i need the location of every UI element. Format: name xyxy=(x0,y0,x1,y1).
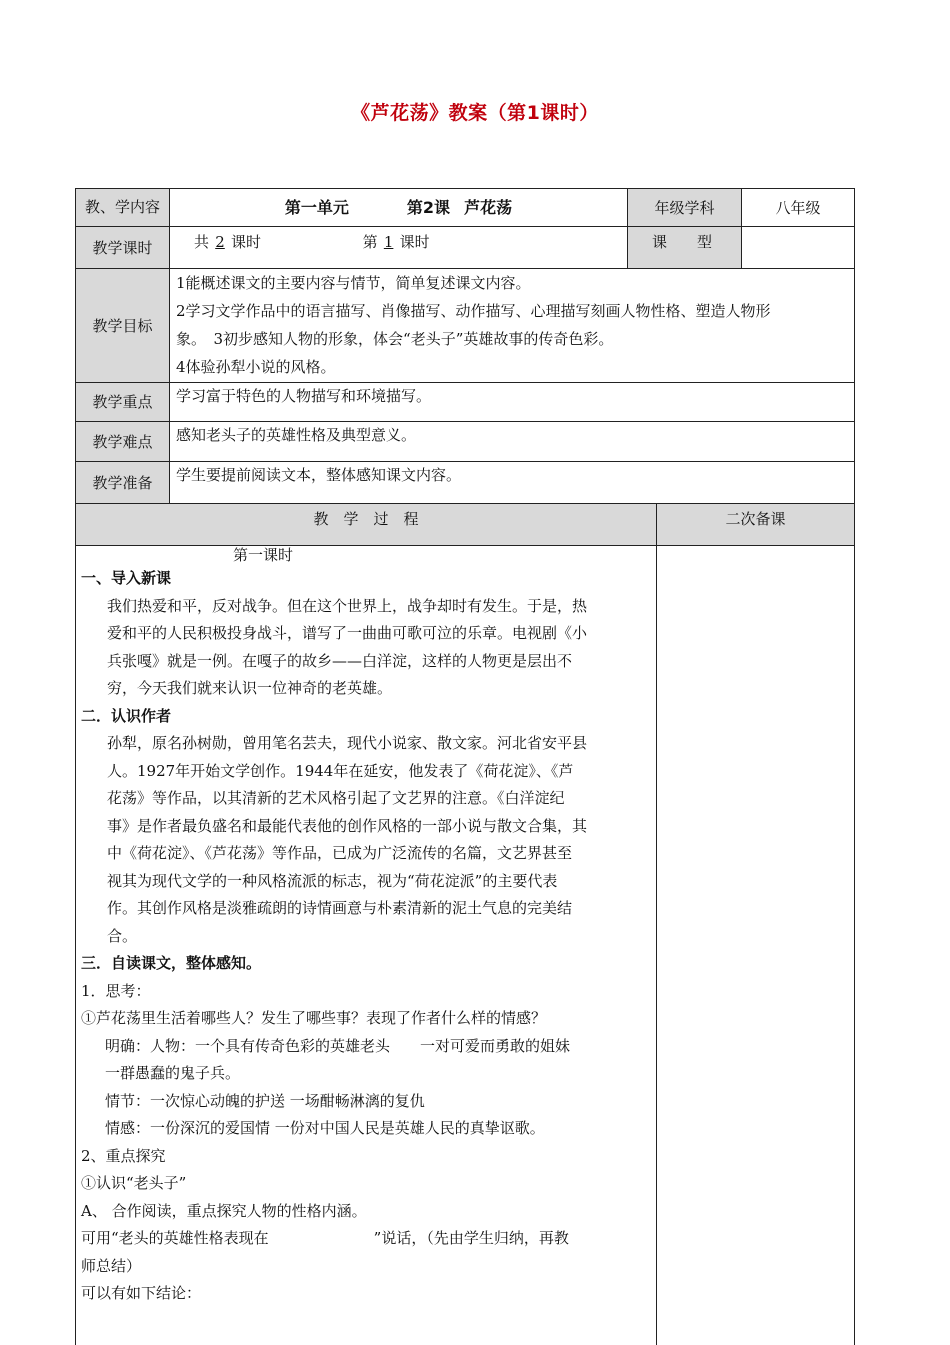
document-title: 《芦花荡》教案（第1课时） xyxy=(351,102,599,124)
section-2-line: 作。其创作风格是淡雅疏朗的诗情画意与朴素清新的泥土气息的完美结 xyxy=(107,899,573,917)
section-2-line: 中《荷花淀》、《芦花荡》等作品，已成为广泛流传的名篇，文艺界甚至 xyxy=(107,844,573,862)
answer-plot: 情节：一次惊心动魄的护送 一场酣畅淋漓的复仇 xyxy=(105,1091,425,1110)
goal-line-4: 4体验孙犁小说的风格。 xyxy=(176,358,336,376)
type-label: 课 型 xyxy=(627,226,742,269)
header-row xyxy=(75,188,855,227)
section-1-line: 兵张嘎》就是一例。在嘎子的故乡——白洋淀，这样的人物更是层出不 xyxy=(107,651,573,670)
answer-people: 明确：人物：一个具有传奇色彩的英雄老头 一对可爱而勇敢的姐妹 xyxy=(105,1036,571,1055)
goal-line-1: 1能概述课文的主要内容与情节，简单复述课文内容。 xyxy=(176,274,531,292)
section-2-line: 合。 xyxy=(107,926,138,945)
goal-line-2: 2学习文学作品中的语言描写、肖像描写、动作描写、心理描写刻画人物性格、塑造人物形 xyxy=(176,302,771,320)
goals-label: 教学目标 xyxy=(75,268,170,383)
type-value xyxy=(741,226,855,269)
preparation-label: 教学准备 xyxy=(75,461,170,504)
question-1: ①芦花荡里生活着哪些人？发生了哪些事？表现了作者什么样的情感？ xyxy=(81,1009,547,1027)
focus-item-b-cont: 师总结） xyxy=(81,1256,142,1275)
goals-row xyxy=(75,268,855,383)
goal-line-3: 象。 3初步感知人物的形象，体会“老头子”英雄故事的传奇色彩。 xyxy=(176,330,614,348)
hours-row xyxy=(75,226,855,269)
section-1-line: 爱和平的人民积极投身战斗，谱写了一曲曲可歌可泣的乐章。电视剧《小 xyxy=(107,624,588,642)
section-2-title: 二．认识作者 xyxy=(81,706,172,725)
grade-value: 八年级 xyxy=(741,188,855,227)
hours-label: 教学课时 xyxy=(75,226,170,269)
think-label: 1．思考： xyxy=(81,981,151,1000)
process-header-row xyxy=(75,503,855,546)
content-label: 教、学内容 xyxy=(75,188,170,227)
focus-item-a: A、 合作阅读，重点探究人物的性格内涵。 xyxy=(81,1201,367,1220)
process-header-left: 教 学 过 程 xyxy=(75,503,657,546)
difficulties-label: 教学难点 xyxy=(75,421,170,462)
difficulties-row xyxy=(75,421,855,462)
answer-emotion: 情感：一份深沉的爱国情 一份对中国人民是英雄人民的真挚讴歌。 xyxy=(105,1119,545,1137)
preparation-row xyxy=(75,461,855,504)
section-1-line: 穷，今天我们就来认识一位神奇的老英雄。 xyxy=(107,679,393,697)
total-hours: 2 xyxy=(215,233,225,251)
difficulties-text: 感知老头子的英雄性格及典型意义。 xyxy=(169,421,855,462)
unit-lesson-cell xyxy=(169,188,628,227)
process-header-right: 二次备课 xyxy=(656,503,855,546)
answer-people-cont: 一群愚蠢的鬼子兵。 xyxy=(105,1064,241,1082)
section-2-line: 视其为现代文学的一种风格流派的标志，视为“荷花淀派”的主要代表 xyxy=(107,871,558,890)
grade-label: 年级学科 xyxy=(627,188,742,227)
focus-item-c: 可以有如下结论： xyxy=(81,1284,202,1302)
section-2-line: 孙犁，原名孙树勋，曾用笔名芸夫，现代小说家、散文家。河北省安平县 xyxy=(107,734,588,752)
section-3-title: 三．自读课文，整体感知。 xyxy=(81,954,262,972)
current-prefix: 第 xyxy=(362,233,378,251)
current-suffix: 课时 xyxy=(399,233,430,251)
section-1-title: 一、导入新课 xyxy=(81,569,172,587)
total-suffix: 课时 xyxy=(231,233,262,251)
focus-label: 2、重点探究 xyxy=(81,1146,166,1165)
total-prefix: 共 xyxy=(194,233,210,251)
key-points-row xyxy=(75,382,855,422)
hours-value-cell xyxy=(169,226,628,269)
section-2-line: 事》是作者最负盛名和最能代表他的创作风格的一部小说与散文合集，其 xyxy=(107,816,588,835)
section-1-line: 我们热爱和平，反对战争。但在这个世界上，战争却时有发生。于是，热 xyxy=(107,596,588,615)
focus-item-b: 可用“老头的英雄性格表现在 ”说话，（先由学生归纳，再教 xyxy=(81,1229,569,1247)
current-hour: 1 xyxy=(383,233,394,251)
process-content xyxy=(75,545,657,1308)
second-prep-cell xyxy=(656,545,855,1345)
key-points-label: 教学重点 xyxy=(75,382,170,422)
preparation-text: 学生要提前阅读文本，整体感知课文内容。 xyxy=(169,461,855,504)
focus-item-1: ①认识“老头子” xyxy=(81,1174,187,1192)
unit-text: 第一单元 xyxy=(284,197,349,217)
lesson-number: 第2课 xyxy=(406,197,451,217)
section-2-line: 人。1927年开始文学创作。1944年在延安，他发表了《荷花淀》、《芦 xyxy=(107,761,574,780)
lesson-name: 芦花荡 xyxy=(464,197,513,217)
goals-content xyxy=(169,268,855,383)
key-points-text: 学习富于特色的人物描写和环境描写。 xyxy=(169,382,855,422)
section-2-line: 花荡》等作品，以其清新的艺术风格引起了文艺界的注意。《白洋淀纪 xyxy=(107,789,565,807)
period-label: 第一课时 xyxy=(233,546,294,564)
